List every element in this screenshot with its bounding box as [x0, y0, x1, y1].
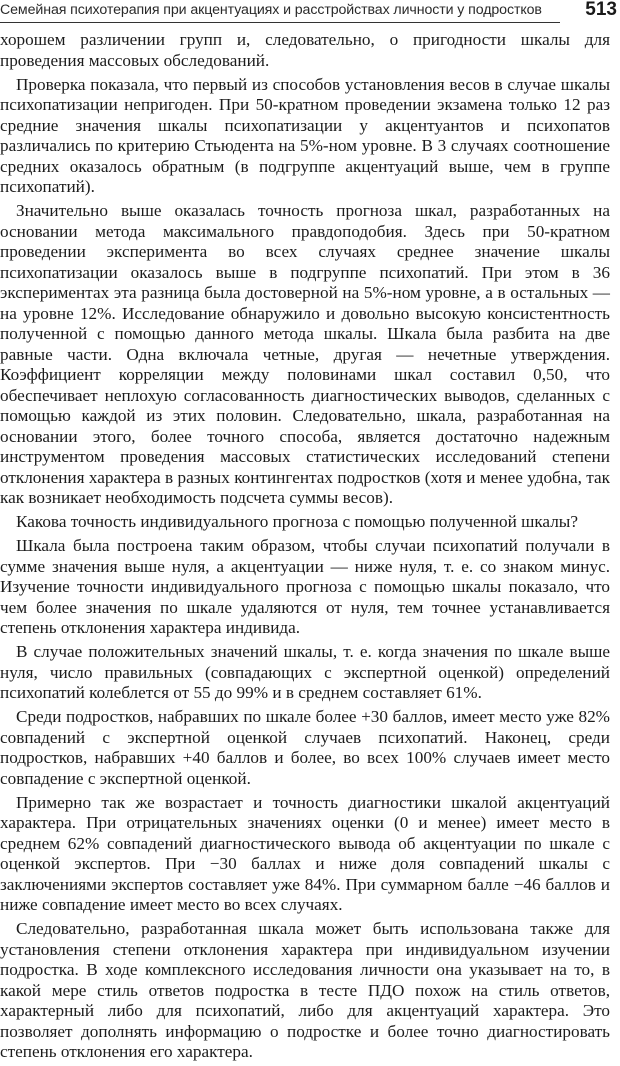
paragraph: Следовательно, разработанная шкала может быть использована также для установления степени отклонения характера при индивидуальном изучении подростка. В ходе комплексного исследования личности она указывает на то, в какой мере стиль ответов подростка в тесте ПДО похож на стиль ответов, характерный либо для психопатий, либо для акцентуаций характера. Это позволяет дополнять информацию о подростке и более точно диагностировать степень отклонения его характера.	[0, 919, 610, 1061]
running-title: Семейная психотерапия при акцентуациях и расстройствах личности у подростков	[0, 2, 542, 18]
paragraph: Шкала была построена таким образом, чтобы случаи психопатий получали в сумме значения выше нуля, а акцентуации — ниже нуля, т. е. со знаком минус. Изучение точности индивидуального прогноза с помощью шкалы показало, что чем более значения по шкале удаляются от нуля, тем точнее устанавливается степень отклонения характера индивида.	[0, 536, 610, 637]
page-header	[0, 0, 620, 26]
page-number: 513	[585, 0, 617, 20]
paragraph: хорошем различении групп и, следовательно, о пригодности шкалы для проведения массовых обследований.	[0, 30, 610, 70]
header-rule	[0, 22, 560, 23]
paragraph: Примерно так же возрастает и точность диагностики шкалой акцентуаций характера. При отрицательных значениях оценки (0 и менее) имеет место в среднем 62% совпадений диагностического вывода об акцентуации по шкале с оценкой экспертов. При −30 баллах и ниже доля совпадений шкалы с заключениями экспертов составляет уже 84%. При суммарном балле −46 баллов и ниже совпадение имеет место во всех случаях.	[0, 792, 610, 914]
paragraph: Среди подростков, набравших по шкале более +30 баллов, имеет место уже 82% совпадений с экспертной оценкой случаев психопатий. Наконец, среди подростков, набравших +40 баллов и более, во всех 100% случаев имеет место совпадение с экспертной оценкой.	[0, 707, 610, 788]
paragraph: Значительно выше оказалась точность прогноза шкал, разработанных на основании метода максимального правдоподобия. Здесь при 50-кратном проведении эксперимента во всех случаях среднее значение шкалы психопатизации оказалось выше в подгруппе психопатий. При этом в 36 экспериментах эта разница была достоверной на 5%-ном уровне, а в остальных — на уровне 12%. Исследование обнаружило и довольно высокую консистентность полученной с помощью данного метода шкалы. Шкала была разбита на две равные части. Одна включала четные, другая — нечетные утверждения. Коэффициент корреляции между половинами шкал составил 0,50, что обеспечивает неплохую согласованность диагностических выводов, сделанных с помощью каждой из этих половин. Следовательно, шкала, разработанная на основании этого, более точного способа, является достаточно надежным инструментом проведения массовых статистических исследований степени отклонения характера в разных контингентах подростков (хотя и менее удобна, так как возникает необходимость подсчета суммы весов).	[0, 201, 610, 507]
body-text	[0, 30, 610, 1066]
paragraph: В случае положительных значений шкалы, т. е. когда значения по шкале выше нуля, число правильных (совпадающих с экспертной оценкой) определений психопатий колеблется от 55 до 99% и в среднем составляет 61%.	[0, 642, 610, 702]
paragraph: Какова точность индивидуального прогноза с помощью полученной шкалы?	[16, 512, 578, 531]
paragraph: Проверка показала, что первый из способов установления весов в случае шкалы психопатизации непригоден. При 50-кратном проведении экзамена только 12 раз средние значения шкалы психопатизации у акцентуантов и психопатов различались по критерию Стьюдента на 5%-ном уровне. В 3 случаях соотношение средних оказалось обратным (в подгруппе акцентуаций выше, чем в группе психопатий).	[0, 74, 610, 196]
